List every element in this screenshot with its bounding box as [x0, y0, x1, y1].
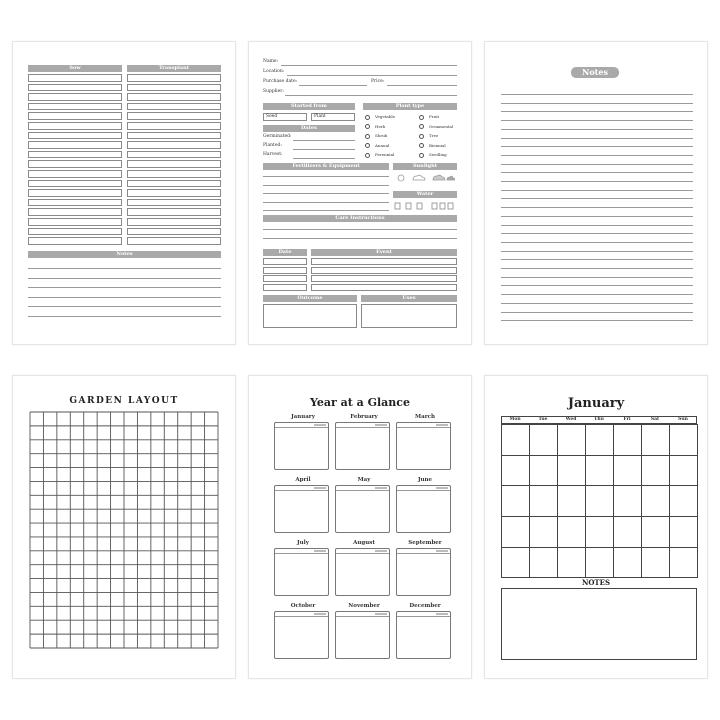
transplant-entry-box[interactable] — [127, 180, 221, 188]
notes-line — [501, 207, 693, 208]
seed-option-box[interactable] — [263, 113, 307, 121]
notes-line — [28, 316, 221, 317]
calendar-day-cell[interactable] — [557, 547, 586, 579]
calendar-day-cell[interactable] — [613, 547, 642, 579]
event-cell[interactable] — [311, 275, 457, 282]
calendar-day-cell[interactable] — [501, 424, 530, 456]
calendar-day-cell[interactable] — [641, 424, 670, 456]
transplant-entry-box[interactable] — [127, 103, 221, 111]
month-name: February — [350, 414, 378, 420]
plant-record-page — [248, 41, 472, 345]
calendar-day-cell[interactable] — [557, 485, 586, 517]
month-name: July — [297, 540, 309, 546]
garden-grid-lines — [29, 411, 219, 649]
calendar-day-cell[interactable] — [585, 516, 614, 548]
notes-line — [501, 216, 693, 217]
notes-line — [501, 233, 693, 234]
fertilizer-line — [263, 210, 389, 211]
name-label: Name: — [263, 59, 279, 64]
january-calendar-page — [484, 375, 708, 679]
notes-line — [501, 94, 693, 95]
fertilizers-header: Fertilizers & Equipment — [263, 163, 389, 170]
dates-header: Dates — [263, 125, 355, 132]
month-box-header — [336, 612, 389, 617]
month-box[interactable] — [396, 485, 451, 533]
plant-type-option[interactable]: Vegetable — [365, 114, 395, 120]
calendar-day-cell[interactable] — [557, 424, 586, 456]
month-name: May — [357, 477, 371, 483]
calendar-day-cell[interactable] — [669, 424, 698, 456]
month-box[interactable] — [396, 611, 451, 659]
month-box[interactable] — [274, 548, 329, 596]
notes-line — [501, 268, 693, 269]
calendar-day-cell[interactable] — [501, 485, 530, 517]
date-field-line — [293, 158, 355, 159]
water-icons — [393, 201, 457, 211]
transplant-entry-box[interactable] — [127, 84, 221, 92]
transplant-entry-box[interactable] — [127, 208, 221, 216]
garden-layout-title: GARDEN LAYOUT — [69, 396, 179, 406]
water-header: Water — [393, 191, 457, 198]
plant-label: Plant — [314, 114, 326, 119]
month-box-header — [397, 612, 450, 617]
calendar-day-cell[interactable] — [669, 455, 698, 487]
weekday-label: Fri — [623, 417, 631, 422]
calendar-day-cell[interactable] — [557, 516, 586, 548]
plant-type-option[interactable]: Shrub — [365, 133, 387, 139]
plant-option-box[interactable] — [311, 113, 355, 121]
transplant-entry-box[interactable] — [127, 112, 221, 120]
month-box-header — [275, 486, 328, 491]
notes-line — [501, 277, 693, 278]
notes-line — [501, 120, 693, 121]
transplant-entry-box[interactable] — [127, 160, 221, 168]
month-box[interactable] — [396, 422, 451, 470]
seed-label: Seed — [266, 114, 278, 119]
plant-type-option[interactable]: Fruit — [419, 114, 439, 120]
weekday-header-row — [501, 416, 697, 424]
month-title: January — [567, 396, 625, 411]
notes-header: Notes — [28, 251, 221, 258]
calendar-day-cell[interactable] — [529, 516, 558, 548]
weekday-label: Wed — [565, 417, 577, 422]
month-box-header — [336, 549, 389, 554]
supplier-label: Supplier: — [263, 89, 284, 94]
month-name: August — [353, 540, 375, 546]
sow-entry-box[interactable] — [28, 170, 122, 178]
notes-line — [501, 303, 693, 304]
care-line — [263, 229, 457, 230]
fertilizer-line — [263, 176, 389, 177]
sow-entry-box[interactable] — [28, 208, 122, 216]
sow-entry-box[interactable] — [28, 189, 122, 197]
event-header: Event — [311, 249, 457, 256]
month-name: November — [348, 603, 380, 609]
date-field-line — [293, 149, 355, 150]
date-field-label: Germinated: — [263, 134, 292, 139]
event-cell[interactable] — [311, 258, 457, 265]
notes-line — [501, 251, 693, 252]
notes-line — [501, 259, 693, 260]
calendar-day-cell[interactable] — [613, 516, 642, 548]
notes-line — [501, 190, 693, 191]
plant-type-header: Plant type — [363, 103, 457, 110]
notes-line — [501, 294, 693, 295]
sow-entry-box[interactable] — [28, 141, 122, 149]
notes-line — [501, 155, 693, 156]
calendar-day-cell[interactable] — [529, 547, 558, 579]
year-at-a-glance-page — [248, 375, 472, 679]
month-box[interactable] — [274, 485, 329, 533]
plant-type-option[interactable]: Tree — [419, 133, 438, 139]
plant-type-option[interactable]: Seedling — [419, 152, 447, 158]
notes-line — [501, 225, 693, 226]
uses-box[interactable] — [361, 304, 457, 328]
month-name: September — [408, 540, 442, 546]
month-name: January — [291, 414, 315, 420]
price-label: Price: — [371, 79, 385, 84]
calendar-day-cell[interactable] — [529, 485, 558, 517]
transplant-entry-box[interactable] — [127, 237, 221, 245]
month-box[interactable] — [335, 485, 390, 533]
date-field-line — [293, 140, 355, 141]
name-line — [281, 65, 457, 66]
sow-entry-box[interactable] — [28, 151, 122, 159]
price-line — [387, 85, 457, 86]
month-box-header — [397, 423, 450, 428]
sow-entry-box[interactable] — [28, 199, 122, 207]
notes-line — [501, 242, 693, 243]
calendar-day-cell[interactable] — [585, 485, 614, 517]
month-name: March — [415, 414, 435, 420]
date-header: Date — [263, 249, 307, 256]
notes-line — [501, 138, 693, 139]
month-name: June — [417, 477, 433, 483]
fertilizer-line — [263, 193, 389, 194]
event-cell[interactable] — [311, 284, 457, 291]
transplant-entry-box[interactable] — [127, 199, 221, 207]
calendar-day-cell[interactable] — [641, 485, 670, 517]
calendar-day-cell[interactable] — [669, 516, 698, 548]
calendar-day-cell[interactable] — [669, 485, 698, 517]
calendar-day-cell[interactable] — [613, 455, 642, 487]
started-from-header: Started from — [263, 103, 355, 110]
transplant-entry-box[interactable] — [127, 132, 221, 140]
month-box[interactable] — [335, 611, 390, 659]
plant-type-option[interactable]: Perennial — [365, 152, 394, 158]
sunlight-header: Sunlight — [393, 163, 457, 170]
plant-type-option[interactable]: Biennial — [419, 143, 446, 149]
notes-line — [501, 172, 693, 173]
notes-line — [28, 287, 221, 288]
fertilizer-line — [263, 202, 389, 203]
month-name: December — [409, 603, 441, 609]
outcome-box[interactable] — [263, 304, 357, 328]
month-box[interactable] — [396, 548, 451, 596]
month-box-header — [397, 486, 450, 491]
transplant-entry-box[interactable] — [127, 228, 221, 236]
sow-entry-box[interactable] — [28, 84, 122, 92]
outcome-header: Outcome — [263, 295, 357, 302]
transplant-entry-box[interactable] — [127, 74, 221, 82]
sow-entry-box[interactable] — [28, 122, 122, 130]
notes-line — [501, 129, 693, 130]
notes-box[interactable] — [501, 588, 697, 660]
calendar-day-cell[interactable] — [613, 485, 642, 517]
month-box-header — [275, 612, 328, 617]
calendar-day-cell[interactable] — [529, 424, 558, 456]
transplant-entry-box[interactable] — [127, 170, 221, 178]
location-line — [287, 75, 457, 76]
month-box[interactable] — [274, 611, 329, 659]
sow-entry-box[interactable] — [28, 93, 122, 101]
notes-line — [501, 198, 693, 199]
sow-entry-box[interactable] — [28, 74, 122, 82]
sow-entry-box[interactable] — [28, 237, 122, 245]
notes-line — [501, 146, 693, 147]
event-cell[interactable] — [311, 267, 457, 274]
fertilizer-line — [263, 185, 389, 186]
month-box-header — [397, 549, 450, 554]
calendar-day-cell[interactable] — [669, 547, 698, 579]
calendar-day-cell[interactable] — [641, 516, 670, 548]
sow-header: Sow — [28, 65, 122, 72]
notes-line — [501, 181, 693, 182]
weekday-label: Mon — [509, 417, 521, 422]
sow-entry-box[interactable] — [28, 218, 122, 226]
notes-line — [28, 306, 221, 307]
calendar-day-cell[interactable] — [585, 547, 614, 579]
purchase-date-line — [299, 85, 367, 86]
calendar-day-cell[interactable] — [557, 455, 586, 487]
plant-type-option[interactable]: Herb — [365, 124, 385, 130]
sow-entry-box[interactable] — [28, 228, 122, 236]
month-box[interactable] — [335, 548, 390, 596]
weekday-label: Thu — [594, 417, 604, 422]
date-field-label: Harvest: — [263, 152, 283, 157]
notes-line — [501, 103, 693, 104]
plant-type-option[interactable]: Annual — [365, 143, 389, 149]
sow-entry-box[interactable] — [28, 112, 122, 120]
event-date-cell[interactable] — [263, 267, 307, 274]
weekday-label: Sat — [650, 417, 660, 422]
notes-line — [28, 268, 221, 269]
month-name: October — [290, 603, 316, 609]
notes-page — [484, 41, 708, 345]
calendar-day-cell[interactable] — [641, 547, 670, 579]
notes-line — [501, 111, 693, 112]
calendar-day-cell[interactable] — [501, 547, 530, 579]
calendar-day-cell[interactable] — [613, 424, 642, 456]
sunlight-icons — [395, 173, 455, 183]
uses-header: Uses — [361, 295, 457, 302]
date-field-label: Planted: — [263, 143, 282, 148]
notes-line — [28, 278, 221, 279]
calendar-day-cell[interactable] — [641, 455, 670, 487]
transplant-entry-box[interactable] — [127, 189, 221, 197]
transplant-entry-box[interactable] — [127, 93, 221, 101]
calendar-day-cell[interactable] — [529, 455, 558, 487]
month-box-header — [275, 423, 328, 428]
location-label: Location: — [263, 69, 285, 74]
event-date-cell[interactable] — [263, 258, 307, 265]
notes-line — [501, 164, 693, 165]
seed-log-page — [12, 41, 236, 345]
sow-entry-box[interactable] — [28, 180, 122, 188]
purchase-date-label: Purchase date: — [263, 79, 298, 84]
month-box[interactable] — [274, 422, 329, 470]
notes-line — [501, 285, 693, 286]
calendar-day-cell[interactable] — [585, 424, 614, 456]
year-title: Year at a Glance — [309, 396, 411, 409]
notes-line — [501, 320, 693, 321]
event-date-cell[interactable] — [263, 284, 307, 291]
notes-line — [28, 297, 221, 298]
notes-title: NOTES — [581, 578, 611, 587]
calendar-day-cell[interactable] — [501, 516, 530, 548]
sow-entry-box[interactable] — [28, 132, 122, 140]
transplant-header: Transplant — [127, 65, 221, 72]
transplant-entry-box[interactable] — [127, 141, 221, 149]
calendar-day-cell[interactable] — [585, 455, 614, 487]
month-name: April — [295, 477, 311, 483]
sow-entry-box[interactable] — [28, 103, 122, 111]
notes-title: Notes — [571, 67, 619, 78]
transplant-entry-box[interactable] — [127, 151, 221, 159]
month-box-header — [275, 549, 328, 554]
month-box-header — [336, 486, 389, 491]
supplier-line — [285, 95, 457, 96]
care-instructions-header: Care Instructions — [263, 215, 457, 222]
weekday-label: Tue — [538, 417, 548, 422]
notes-line — [501, 312, 693, 313]
weekday-label: Sun — [678, 417, 688, 422]
garden-layout-page — [12, 375, 236, 679]
care-line — [263, 238, 457, 239]
plant-type-option[interactable]: Ornamental — [419, 124, 453, 130]
month-box[interactable] — [335, 422, 390, 470]
transplant-entry-box[interactable] — [127, 218, 221, 226]
calendar-day-cell[interactable] — [501, 455, 530, 487]
sow-entry-box[interactable] — [28, 160, 122, 168]
month-box-header — [336, 423, 389, 428]
event-date-cell[interactable] — [263, 275, 307, 282]
transplant-entry-box[interactable] — [127, 122, 221, 130]
